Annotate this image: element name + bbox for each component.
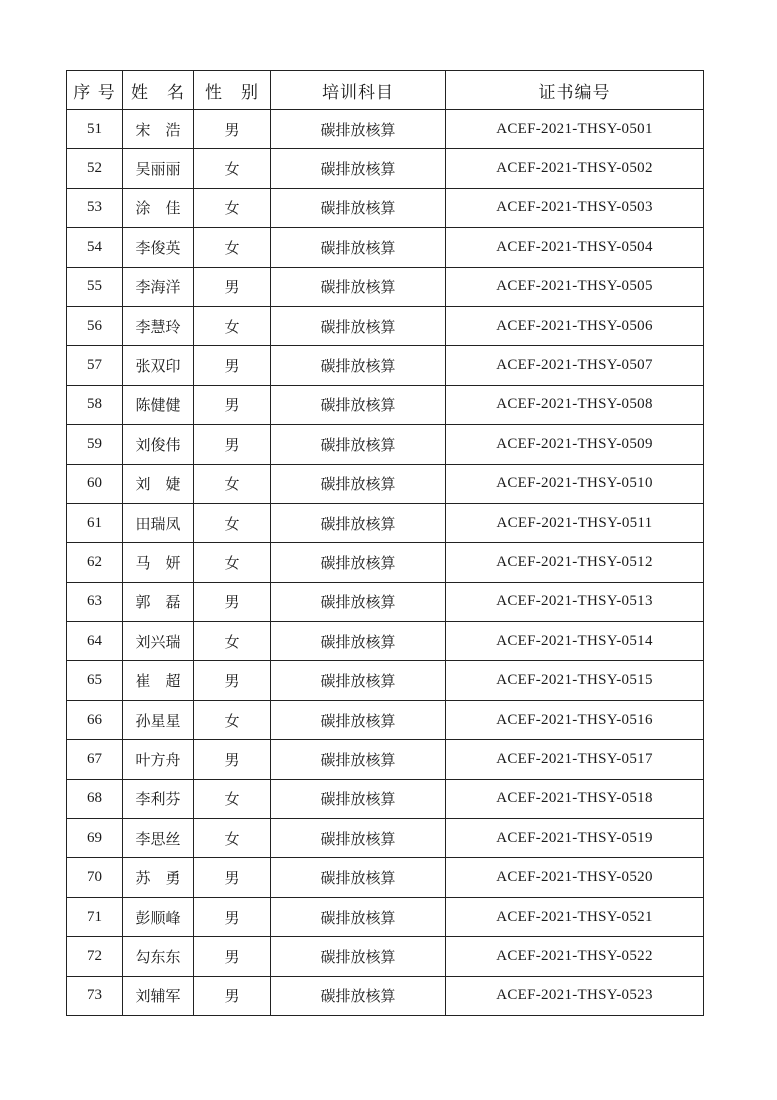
cell-seq: 69 (67, 819, 123, 858)
cell-sex: 女 (194, 819, 271, 858)
cell-subject: 碳排放核算 (271, 622, 446, 661)
cell-cert: ACEF-2021-THSY-0507 (446, 346, 704, 385)
cell-cert: ACEF-2021-THSY-0506 (446, 306, 704, 345)
cell-subject: 碳排放核算 (271, 228, 446, 267)
table-row (67, 819, 704, 858)
cell-seq: 53 (67, 188, 123, 227)
cell-name: 李利芬 (123, 779, 194, 818)
cell-cert: ACEF-2021-THSY-0502 (446, 149, 704, 188)
cell-cert: ACEF-2021-THSY-0503 (446, 188, 704, 227)
cell-subject: 碳排放核算 (271, 110, 446, 149)
cell-name: 刘俊伟 (123, 425, 194, 464)
table-row (67, 937, 704, 976)
cell-cert: ACEF-2021-THSY-0517 (446, 740, 704, 779)
cell-sex: 男 (194, 582, 271, 621)
cell-name: 张双印 (123, 346, 194, 385)
cell-seq: 51 (67, 110, 123, 149)
cell-subject: 碳排放核算 (271, 897, 446, 936)
table-row (67, 425, 704, 464)
header-name: 姓 名 (123, 71, 194, 110)
cell-name: 彭顺峰 (123, 897, 194, 936)
cell-cert: ACEF-2021-THSY-0522 (446, 937, 704, 976)
cell-name: 苏 勇 (123, 858, 194, 897)
cell-seq: 59 (67, 425, 123, 464)
cell-cert: ACEF-2021-THSY-0511 (446, 503, 704, 542)
cell-subject: 碳排放核算 (271, 937, 446, 976)
table-row (67, 306, 704, 345)
cell-sex: 女 (194, 543, 271, 582)
cell-sex: 女 (194, 622, 271, 661)
table-row (67, 110, 704, 149)
table-row (67, 267, 704, 306)
cell-name: 刘辅军 (123, 976, 194, 1015)
cell-name: 李慧玲 (123, 306, 194, 345)
cell-subject: 碳排放核算 (271, 464, 446, 503)
cell-subject: 碳排放核算 (271, 858, 446, 897)
cell-cert: ACEF-2021-THSY-0516 (446, 700, 704, 739)
cell-seq: 58 (67, 385, 123, 424)
cell-sex: 男 (194, 110, 271, 149)
table-row (67, 346, 704, 385)
cell-seq: 56 (67, 306, 123, 345)
table-body (67, 110, 704, 1016)
cell-subject: 碳排放核算 (271, 385, 446, 424)
cell-seq: 55 (67, 267, 123, 306)
cell-cert: ACEF-2021-THSY-0518 (446, 779, 704, 818)
cell-sex: 女 (194, 503, 271, 542)
header-row (67, 71, 704, 110)
table-row (67, 385, 704, 424)
header-cert: 证书编号 (446, 71, 704, 110)
cell-sex: 男 (194, 976, 271, 1015)
cell-sex: 男 (194, 425, 271, 464)
cell-sex: 女 (194, 779, 271, 818)
table-row (67, 976, 704, 1015)
cell-name: 李海洋 (123, 267, 194, 306)
cell-subject: 碳排放核算 (271, 976, 446, 1015)
cell-seq: 62 (67, 543, 123, 582)
table-row (67, 622, 704, 661)
cell-sex: 男 (194, 385, 271, 424)
table-row (67, 503, 704, 542)
cell-sex: 男 (194, 267, 271, 306)
cell-name: 宋 浩 (123, 110, 194, 149)
cell-subject: 碳排放核算 (271, 306, 446, 345)
cell-seq: 70 (67, 858, 123, 897)
cell-subject: 碳排放核算 (271, 779, 446, 818)
cell-sex: 女 (194, 188, 271, 227)
cell-sex: 女 (194, 700, 271, 739)
cell-sex: 男 (194, 346, 271, 385)
cell-subject: 碳排放核算 (271, 661, 446, 700)
cell-sex: 女 (194, 306, 271, 345)
cell-seq: 67 (67, 740, 123, 779)
cell-cert: ACEF-2021-THSY-0509 (446, 425, 704, 464)
cell-subject: 碳排放核算 (271, 582, 446, 621)
cell-cert: ACEF-2021-THSY-0520 (446, 858, 704, 897)
cell-cert: ACEF-2021-THSY-0508 (446, 385, 704, 424)
cell-name: 叶方舟 (123, 740, 194, 779)
cell-name: 李俊英 (123, 228, 194, 267)
cell-subject: 碳排放核算 (271, 267, 446, 306)
cell-cert: ACEF-2021-THSY-0521 (446, 897, 704, 936)
certificate-table (66, 70, 704, 1016)
cell-subject: 碳排放核算 (271, 346, 446, 385)
cell-sex: 女 (194, 228, 271, 267)
table-row (67, 543, 704, 582)
cell-seq: 71 (67, 897, 123, 936)
cell-name: 刘兴瑞 (123, 622, 194, 661)
table-row (67, 228, 704, 267)
cell-name: 吴丽丽 (123, 149, 194, 188)
header-sex: 性 别 (194, 71, 271, 110)
cell-subject: 碳排放核算 (271, 149, 446, 188)
cell-cert: ACEF-2021-THSY-0513 (446, 582, 704, 621)
cell-seq: 52 (67, 149, 123, 188)
cell-cert: ACEF-2021-THSY-0519 (446, 819, 704, 858)
cell-seq: 57 (67, 346, 123, 385)
table-row (67, 582, 704, 621)
cell-name: 刘 婕 (123, 464, 194, 503)
table-row (67, 149, 704, 188)
cell-subject: 碳排放核算 (271, 425, 446, 464)
table-row (67, 740, 704, 779)
cell-cert: ACEF-2021-THSY-0510 (446, 464, 704, 503)
table-row (67, 897, 704, 936)
cell-name: 孙星星 (123, 700, 194, 739)
cell-seq: 66 (67, 700, 123, 739)
cell-seq: 60 (67, 464, 123, 503)
cell-seq: 72 (67, 937, 123, 976)
cell-cert: ACEF-2021-THSY-0505 (446, 267, 704, 306)
cell-sex: 男 (194, 937, 271, 976)
cell-cert: ACEF-2021-THSY-0512 (446, 543, 704, 582)
cell-subject: 碳排放核算 (271, 503, 446, 542)
table-row (67, 700, 704, 739)
header-seq: 序 号 (67, 71, 123, 110)
cell-seq: 63 (67, 582, 123, 621)
cell-sex: 男 (194, 897, 271, 936)
cell-sex: 男 (194, 740, 271, 779)
cell-name: 崔 超 (123, 661, 194, 700)
cell-subject: 碳排放核算 (271, 819, 446, 858)
table-row (67, 464, 704, 503)
table-header (67, 71, 704, 110)
cell-seq: 61 (67, 503, 123, 542)
cell-name: 郭 磊 (123, 582, 194, 621)
cell-name: 陈健健 (123, 385, 194, 424)
cell-cert: ACEF-2021-THSY-0514 (446, 622, 704, 661)
cell-name: 李思丝 (123, 819, 194, 858)
table-row (67, 858, 704, 897)
cell-name: 马 妍 (123, 543, 194, 582)
cell-seq: 54 (67, 228, 123, 267)
cell-subject: 碳排放核算 (271, 543, 446, 582)
table-row (67, 188, 704, 227)
cell-cert: ACEF-2021-THSY-0504 (446, 228, 704, 267)
cell-seq: 68 (67, 779, 123, 818)
cell-subject: 碳排放核算 (271, 740, 446, 779)
cell-subject: 碳排放核算 (271, 700, 446, 739)
table-row (67, 661, 704, 700)
cell-name: 勾东东 (123, 937, 194, 976)
cell-cert: ACEF-2021-THSY-0523 (446, 976, 704, 1015)
cell-seq: 64 (67, 622, 123, 661)
cell-cert: ACEF-2021-THSY-0515 (446, 661, 704, 700)
cell-seq: 73 (67, 976, 123, 1015)
header-subject: 培训科目 (271, 71, 446, 110)
cell-sex: 女 (194, 464, 271, 503)
cell-sex: 男 (194, 661, 271, 700)
cell-sex: 男 (194, 858, 271, 897)
cell-name: 涂 佳 (123, 188, 194, 227)
cell-subject: 碳排放核算 (271, 188, 446, 227)
cell-seq: 65 (67, 661, 123, 700)
cell-sex: 女 (194, 149, 271, 188)
cell-name: 田瑞凤 (123, 503, 194, 542)
cell-cert: ACEF-2021-THSY-0501 (446, 110, 704, 149)
table-row (67, 779, 704, 818)
